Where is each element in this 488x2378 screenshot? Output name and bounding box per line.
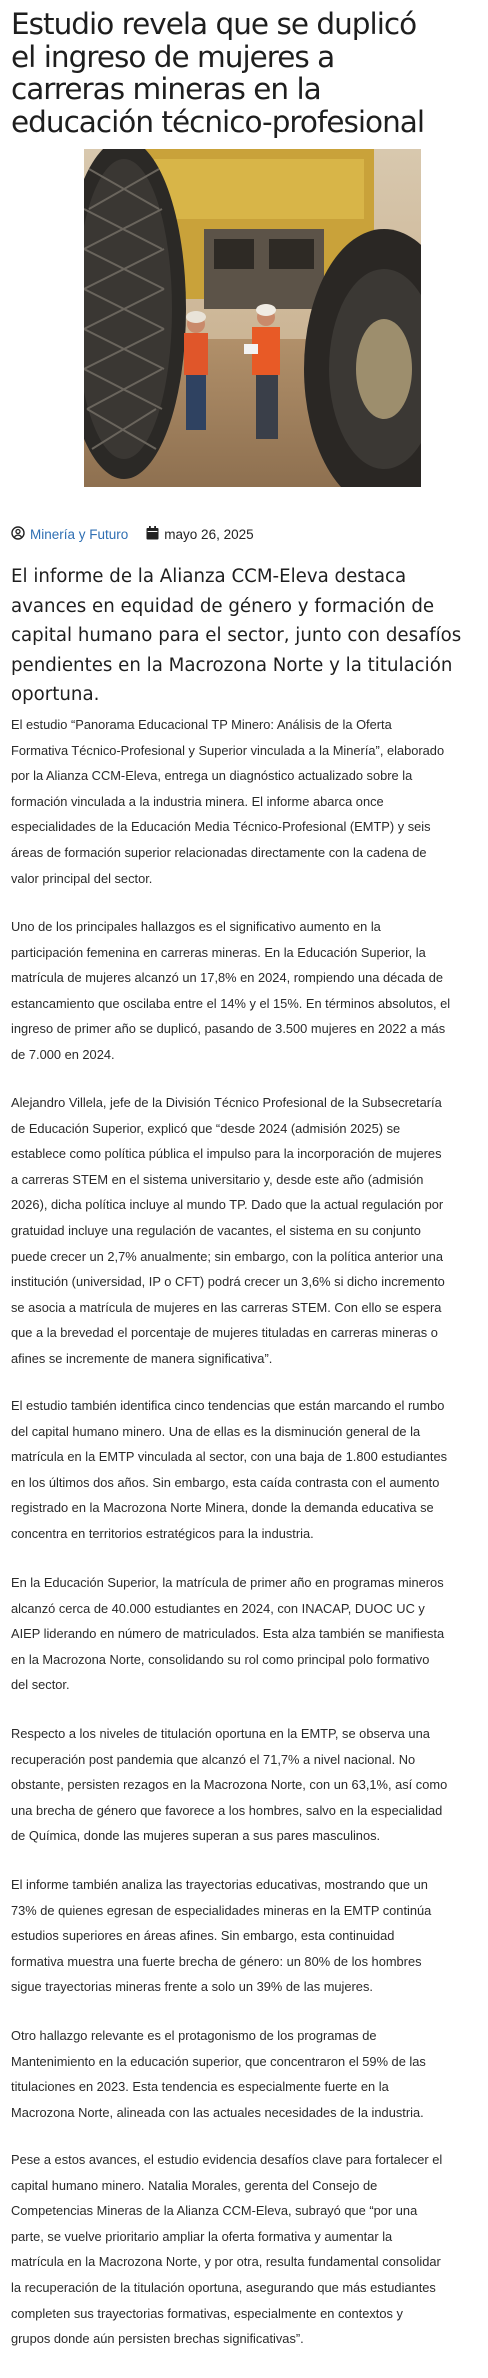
- paragraph-line: 2026), dicha política incluye al mundo TP. Dado que la actual regulación por: [11, 1197, 444, 1213]
- paragraph-line: matrícula en la EMTP vinculada al sector, con una baja de 1.800 estudiantes: [11, 1449, 448, 1465]
- lead-line: pendientes en la Macrozona Norte y la titulación: [11, 654, 453, 676]
- title-line: el ingreso de mujeres a: [11, 39, 335, 74]
- paragraph-line: del capital humano minero. Una de ellas es la disminución general de la: [11, 1423, 421, 1439]
- article-lead: [11, 562, 487, 710]
- paragraph-line: ingreso de primer año se duplicó, pasando de 3.500 mujeres en 2022 a más: [11, 1021, 446, 1037]
- paragraph-line: áreas de formación superior relacionadas directamente con la cadena de: [11, 844, 427, 860]
- lead-line: oportuna.: [11, 684, 100, 705]
- paragraph-line: gratuidad incluye una regulación de vacantes, el sistema en su conjunto: [11, 1222, 421, 1238]
- paragraph-line: alcanzó cerca de 40.000 estudiantes en 2024, con INACAP, DUOC UC y: [11, 1600, 425, 1616]
- paragraph-line: matrícula de mujeres alcanzó un 17,8% en 2024, rompiendo una década de: [11, 970, 443, 986]
- user-circle-icon: [11, 526, 25, 543]
- body-paragraph: [11, 2147, 488, 2352]
- paragraph-line: una brecha de género que favorece a los hombres, salvo en la especialidad: [11, 1802, 443, 1818]
- body-paragraph: [11, 2023, 488, 2125]
- paragraph-line: matrícula en la Macrozona Norte, y por otra, resulta fundamental consolidar: [11, 2254, 441, 2270]
- paragraph-line: institución (universidad, IP o CFT) podrá crecer un 3,6% si dicho incremento: [11, 1274, 445, 1290]
- paragraph-line: Otro hallazgo relevante es el protagonismo de los programas de: [11, 2028, 377, 2043]
- paragraph-line: se asocia a matrícula de mujeres en las carreras STEM. Con ello se espera: [11, 1299, 442, 1315]
- title-line: Estudio revela que se duplicó: [11, 7, 417, 41]
- paragraph-line: titulaciones en 2023. Esta tendencia es especialmente fuerte en la: [11, 2079, 389, 2095]
- body-paragraph: [11, 1090, 488, 1372]
- paragraph-line: de Química, donde las mujeres superan a sus pares masculinos.: [11, 1828, 381, 1844]
- paragraph-line: en la Macrozona Norte, consolidando su rol como principal polo formativo: [11, 1651, 430, 1667]
- title-line: educación técnico-profesional: [11, 104, 425, 139]
- paragraph-line: 73% de quienes egresan de especialidades mineras en la EMTP continúa: [11, 1902, 432, 1918]
- paragraph-line: especialidades de la Educación Media Técnico-Profesional (EMTP) y seis: [11, 819, 431, 835]
- paragraph-line: estudios superiores en áreas afines. Sin embargo, esta continuidad: [11, 1928, 395, 1944]
- featured-image: [84, 149, 421, 487]
- paragraph-line: establece como política pública el impulso para la incorporación de mujeres: [11, 1146, 442, 1162]
- paragraph-line: El informe también analiza las trayectorias educativas, mostrando que un: [11, 1877, 428, 1892]
- paragraph-line: En la Educación Superior, la matrícula de primer año en programas mineros: [11, 1575, 444, 1590]
- paragraph-line: capital humano minero. Natalia Morales, gerenta del Consejo de: [11, 2177, 378, 2193]
- body-paragraph: [11, 1393, 488, 1547]
- paragraph-line: Pese a estos avances, el estudio evidencia desafíos clave para fortalecer el: [11, 2152, 443, 2167]
- calendar-icon: [146, 526, 159, 543]
- body-paragraph: [11, 1570, 488, 1698]
- paragraph-line: grupos donde aún persisten brechas significativas”.: [11, 2331, 304, 2347]
- paragraph-line: de Educación Superior, explicó que “desde 2024 (admisión 2025) se: [11, 1120, 401, 1136]
- paragraph-line: formación vinculada a la industria minera. El informe abarca once: [11, 793, 384, 809]
- paragraph-line: afines se incremente de manera significativa”.: [11, 1350, 273, 1366]
- paragraph-line: por la Alianza CCM-Eleva, entrega un diagnóstico actualizado sobre la: [11, 768, 413, 784]
- article-title: [11, 8, 487, 138]
- paragraph-line: estancamiento que oscilaba entre el 14% y el 15%. En términos absolutos, el: [11, 995, 451, 1011]
- lead-line: El informe de la Alianza CCM-Eleva destaca: [11, 566, 407, 587]
- paragraph-line: valor principal del sector.: [11, 870, 153, 886]
- title-line: carreras mineras en la: [11, 72, 321, 106]
- paragraph-line: en los últimos dos años. Sin embargo, esta caída contrasta con el aumento: [11, 1474, 440, 1490]
- paragraph-line: registrado en la Macrozona Norte Minera, donde la demanda educativa se: [11, 1500, 434, 1516]
- body-paragraph: [11, 712, 488, 891]
- paragraph-line: Formativa Técnico-Profesional y Superior vinculada a la Minería”, elaborado: [11, 742, 445, 758]
- body-paragraph: [11, 1872, 488, 2000]
- paragraph-line: obstante, persisten rezagos en la Macrozona Norte, con un 63,1%, así como: [11, 1777, 448, 1793]
- paragraph-line: El estudio también identifica cinco tendencias que están marcando el rumbo: [11, 1398, 445, 1413]
- paragraph-line: Competencias Mineras de la Alianza CCM-Eleva, subrayó que “por una: [11, 2203, 418, 2219]
- body-paragraph: [11, 1721, 488, 1849]
- paragraph-line: que a la brevedad el porcentaje de mujeres tituladas en carreras mineras o: [11, 1325, 438, 1341]
- post-date: mayo 26, 2025: [164, 526, 254, 542]
- paragraph-line: Respecto a los niveles de titulación oportuna en la EMTP, se observa una: [11, 1726, 430, 1741]
- lead-line: capital humano para el sector, junto con desafíos: [11, 625, 462, 646]
- body-paragraph: [11, 914, 488, 1068]
- paragraph-line: Uno de los principales hallazgos es el significativo aumento en la: [11, 919, 381, 934]
- paragraph-line: recuperación post pandemia que alcanzó el 71,7% a nivel nacional. No: [11, 1751, 416, 1767]
- paragraph-line: formativa muestra una fuerte brecha de género: un 80% de los hombres: [11, 1953, 422, 1969]
- paragraph-line: a carreras STEM en el sistema universitario y, desde este año (admisión: [11, 1171, 424, 1187]
- paragraph-line: Mantenimiento en la educación superior, que concentraron el 59% de las: [11, 2053, 426, 2069]
- paragraph-line: parte, se vuelve prioritario ampliar la oferta formativa y aumentar la: [11, 2228, 393, 2244]
- post-meta: [11, 523, 481, 545]
- paragraph-line: Macrozona Norte, alineada con las actuales necesidades de la industria.: [11, 2104, 424, 2120]
- paragraph-line: Alejandro Villela, jefe de la División Técnico Profesional de la Subsecretaría: [11, 1095, 442, 1110]
- paragraph-line: del sector.: [11, 1677, 70, 1693]
- post-category-link[interactable]: Minería y Futuro: [30, 526, 129, 542]
- paragraph-line: participación femenina en carreras mineras. En la Educación Superior, la: [11, 944, 426, 960]
- paragraph-line: AIEP liderando en número de matriculados. Esta alza también se manifiesta: [11, 1626, 445, 1642]
- mining-truck-photo: [84, 149, 421, 487]
- paragraph-line: El estudio “Panorama Educacional TP Minero: Análisis de la Oferta: [11, 717, 392, 732]
- paragraph-line: la recuperación de la titulación oportuna, asegurando que más estudiantes: [11, 2279, 436, 2295]
- paragraph-line: puede crecer un 2,7% anualmente; sin embargo, con la política anterior una: [11, 1248, 443, 1264]
- paragraph-line: sigue trayectorias mineras frente a solo un 39% de las mujeres.: [11, 1979, 373, 1995]
- paragraph-line: completen sus trayectorias formativas, especialmente en contextos y: [11, 2305, 403, 2321]
- paragraph-line: concentra en territorios estratégicos para la industria.: [11, 1525, 314, 1541]
- lead-line: avances en equidad de género y formación de: [11, 595, 435, 617]
- paragraph-line: de 7.000 en 2024.: [11, 1046, 115, 1062]
